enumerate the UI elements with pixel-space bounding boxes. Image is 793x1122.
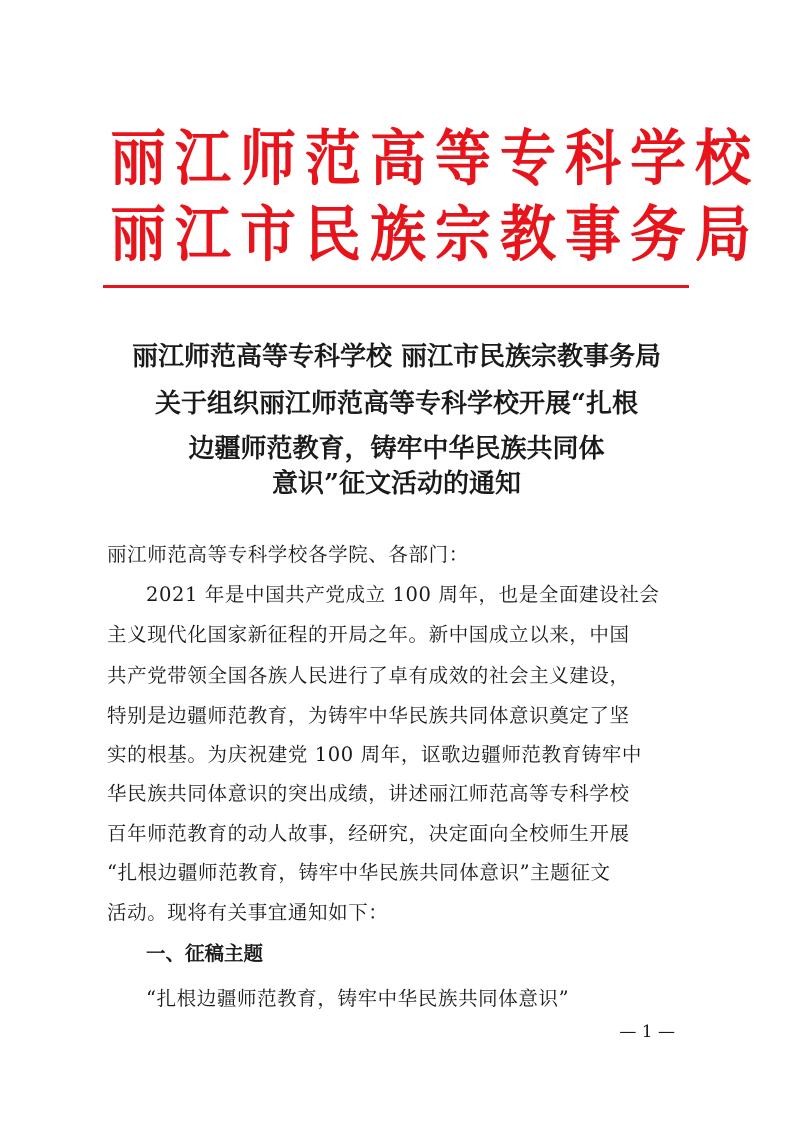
paragraph-line: 2021 年是中国共产党成立 100 周年，也是全面建设社会: [146, 583, 660, 606]
red-header-rule: [103, 285, 689, 288]
paragraph-line: 活动。现将有关事宜通知如下：: [107, 901, 389, 924]
paragraph-line: “扎根边疆师范教育，铸牢中华民族共同体意识”主题征文: [107, 861, 611, 884]
salutation: 丽江师范高等专科学校各学院、各部门：: [107, 543, 469, 566]
paragraph-line: 特别是边疆师范教育，为铸牢中华民族共同体意识奠定了坚: [107, 704, 630, 727]
document-title-line-1: 丽江师范高等专科学校 丽江市民族宗教事务局: [131, 342, 662, 372]
page-number: — 1 —: [619, 1022, 675, 1042]
theme-text: “扎根边疆师范教育，铸牢中华民族共同体意识”: [146, 987, 570, 1010]
issuing-org-line-1: 丽江师范高等专科学校: [110, 123, 760, 195]
document-title-line-4: 意识”征文活动的通知: [272, 469, 521, 499]
paragraph-line: 实的根基。为庆祝建党 100 周年，讴歌边疆师范教育铸牢中: [107, 743, 643, 766]
paragraph-line: 华民族共同体意识的突出成绩，讲述丽江师范高等专科学校: [107, 782, 630, 805]
document-title-line-3: 边疆师范教育，铸牢中华民族共同体: [188, 434, 605, 464]
section-heading: 一、征稿主题: [146, 942, 264, 965]
document-title-line-2: 关于组织丽江师范高等专科学校开展“扎根: [155, 389, 638, 419]
paragraph-line: 主义现代化国家新征程的开局之年。新中国成立以来，中国: [107, 623, 630, 646]
paragraph-line: 百年师范教育的动人故事，经研究，决定面向全校师生开展: [107, 822, 630, 845]
paragraph-line: 共产党带领全国各族人民进行了卓有成效的社会主义建设，: [107, 664, 630, 687]
issuing-org-line-2: 丽江市民族宗教事务局: [110, 199, 760, 271]
